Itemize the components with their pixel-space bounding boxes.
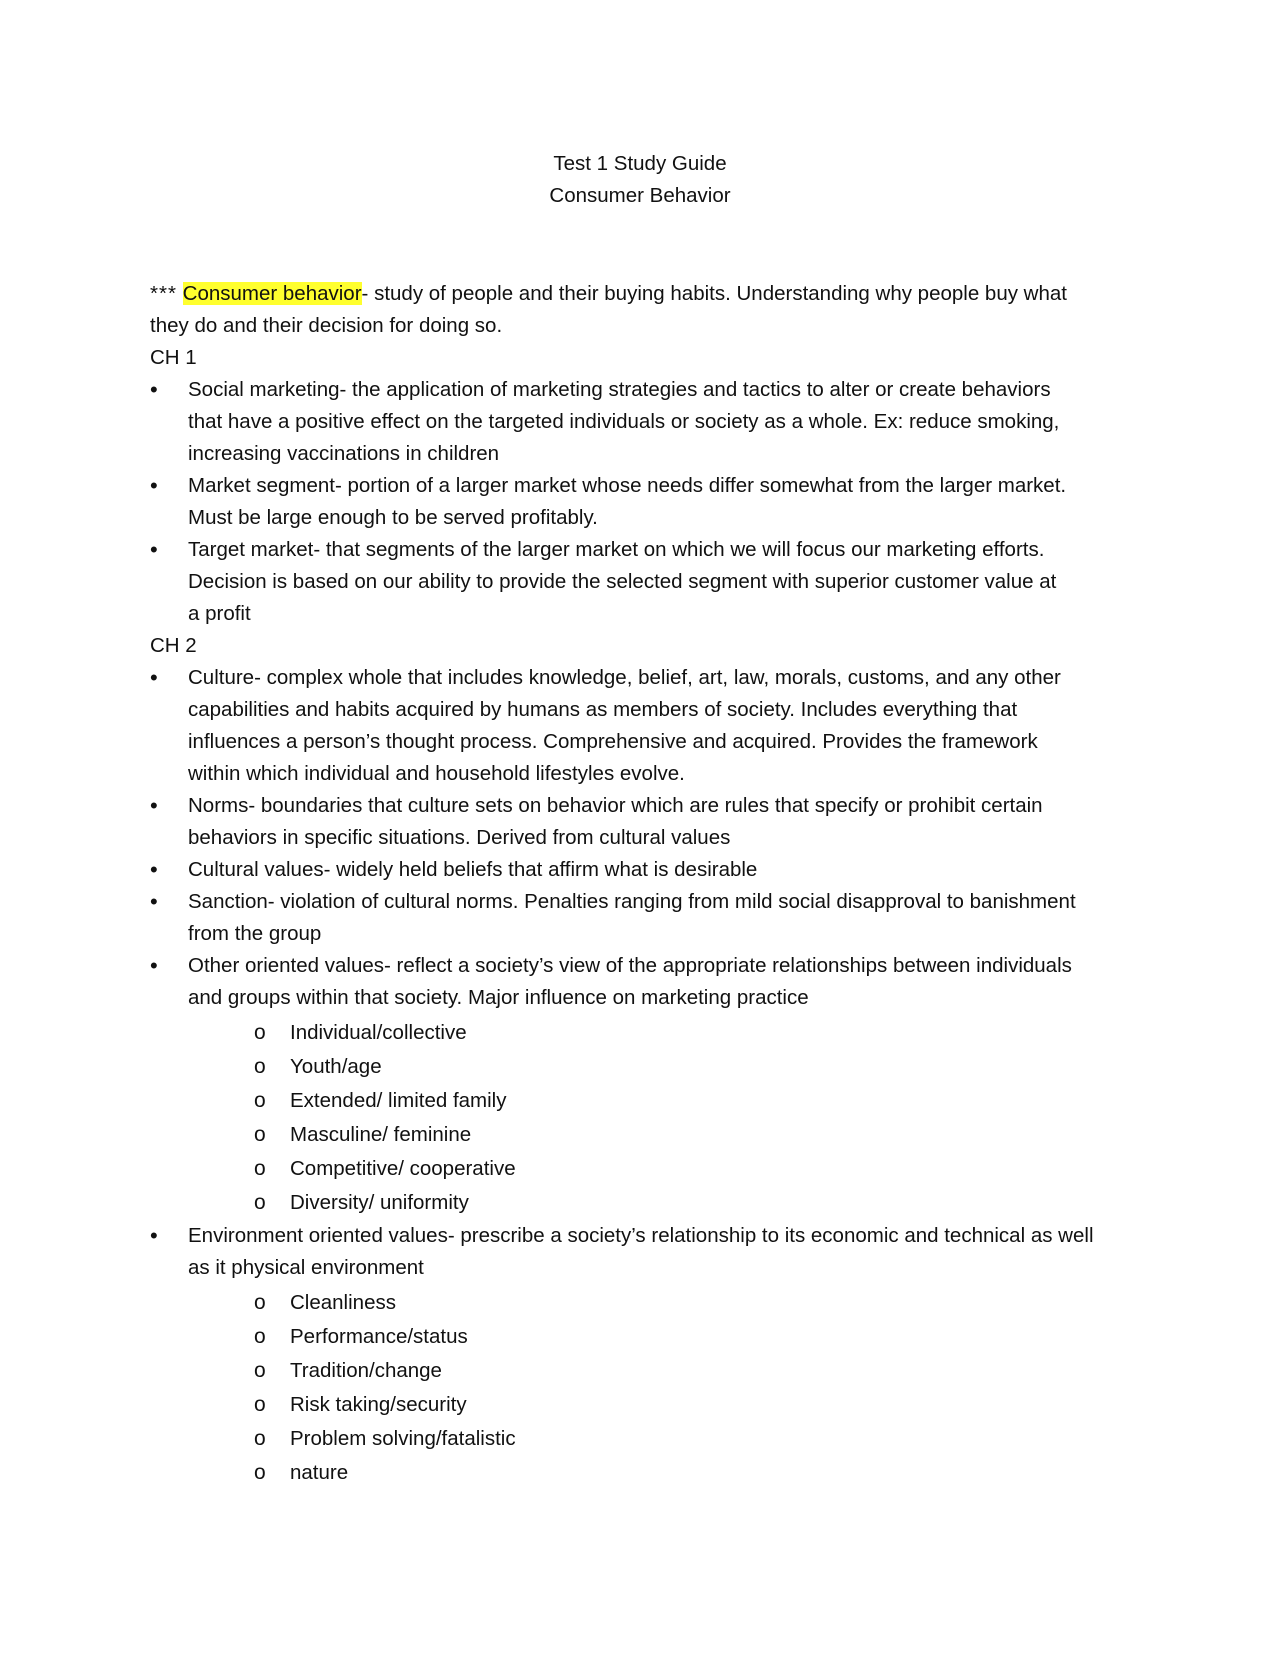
list-item	[150, 854, 1140, 886]
sublist-item: o Problem solving/fatalistic	[150, 1422, 1140, 1456]
bullet-icon: •	[150, 665, 158, 690]
bullet-icon: •	[150, 537, 158, 562]
bullet-icon: •	[150, 1223, 158, 1248]
intro-paragraph-line-1	[150, 278, 1140, 310]
bullet-icon: •	[150, 953, 158, 978]
title-block	[0, 148, 1280, 212]
list-item-line: Must be large enough to be served profitably.	[188, 506, 598, 529]
circle-bullet-icon: o	[254, 1393, 266, 1416]
sublist-item: o Competitive/ cooperative	[150, 1152, 1140, 1186]
bullet-icon: •	[150, 889, 158, 914]
sublist-item: o nature	[150, 1456, 1140, 1490]
sublist-item: o Diversity/ uniformity	[150, 1186, 1140, 1220]
list-item	[150, 470, 1140, 534]
list-item	[150, 374, 1140, 470]
sublist-item: o Masculine/ feminine	[150, 1118, 1140, 1152]
list-item-line: capabilities and habits acquired by humans as members of society. Includes everything that	[188, 698, 1018, 721]
list-item-line: Sanction- violation of cultural norms. Penalties ranging from mild social disapproval to banishment	[188, 890, 1076, 913]
circle-bullet-icon: o	[254, 1021, 266, 1044]
sublist-item: o Performance/status	[150, 1320, 1140, 1354]
list-item-line: Norms- boundaries that culture sets on behavior which are rules that specify or prohibit certain	[188, 794, 1043, 817]
circle-bullet-icon: o	[254, 1123, 266, 1146]
sublist-item: o Cleanliness	[150, 1286, 1140, 1320]
list-item-line: influences a person’s thought process. Comprehensive and acquired. Provides the framework	[188, 730, 1038, 753]
list-item-line: Decision is based on our ability to provide the selected segment with superior customer value at	[188, 570, 1057, 593]
list-item	[150, 534, 1140, 630]
intro-definition: - study of people and their buying habits. Understanding why people buy what	[361, 282, 1067, 305]
circle-bullet-icon: o	[254, 1055, 266, 1078]
circle-bullet-icon: o	[254, 1359, 266, 1382]
bullet-icon: •	[150, 793, 158, 818]
chapter-heading-1: CH 1	[150, 346, 197, 369]
stars-marker: ***	[150, 282, 177, 305]
list-item-line: Environment oriented values- prescribe a society’s relationship to its economic and technical as well	[188, 1224, 1094, 1247]
circle-bullet-icon: o	[254, 1461, 266, 1484]
sublist-item: o Risk taking/security	[150, 1388, 1140, 1422]
document-title: Test 1 Study Guide	[553, 152, 727, 175]
sublist-item: o Tradition/change	[150, 1354, 1140, 1388]
list-item-line: as it physical environment	[188, 1256, 424, 1279]
circle-bullet-icon: o	[254, 1325, 266, 1348]
circle-bullet-icon: o	[254, 1191, 266, 1214]
list-item-line: that have a positive effect on the targeted individuals or society as a whole. Ex: reduce smoking,	[188, 410, 1060, 433]
bullet-icon: •	[150, 857, 158, 882]
list-item	[150, 950, 1140, 1014]
list-item-line: from the group	[188, 922, 322, 945]
list-item-line: Market segment- portion of a larger market whose needs differ somewhat from the larger market.	[188, 474, 1067, 497]
circle-bullet-icon: o	[254, 1427, 266, 1450]
list-item	[150, 886, 1140, 950]
circle-bullet-icon: o	[254, 1291, 266, 1314]
list-item-line: Target market- that segments of the larger market on which we will focus our marketing efforts.	[188, 538, 1045, 561]
sublist-item: o Youth/age	[150, 1050, 1140, 1084]
list-item-line: Other oriented values- reflect a society’s view of the appropriate relationships between individuals	[188, 954, 1072, 977]
sublist-other-oriented-values	[150, 1016, 1140, 1220]
list-item-line: and groups within that society. Major influence on marketing practice	[188, 986, 809, 1009]
list-item	[150, 1220, 1140, 1284]
list-item-line: Culture- complex whole that includes knowledge, belief, art, law, morals, customs, and any other	[188, 666, 1061, 689]
list-item-line: a profit	[188, 602, 251, 625]
document-body	[150, 278, 1140, 1490]
list-item-line: within which individual and household lifestyles evolve.	[188, 762, 685, 785]
chapter-heading-2: CH 2	[150, 634, 197, 657]
list-item-line: increasing vaccinations in children	[188, 442, 500, 465]
bullet-icon: •	[150, 377, 158, 402]
list-item	[150, 790, 1140, 854]
circle-bullet-icon: o	[254, 1157, 266, 1180]
sublist-item: o Individual/collective	[150, 1016, 1140, 1050]
document-subtitle: Consumer Behavior	[549, 184, 731, 207]
highlighted-term: Consumer behavior	[182, 282, 362, 305]
list-item-line: behaviors in specific situations. Derived from cultural values	[188, 826, 731, 849]
bullet-icon: •	[150, 473, 158, 498]
list-item-line: Cultural values- widely held beliefs that affirm what is desirable	[188, 858, 758, 881]
list-item-line: Social marketing- the application of marketing strategies and tactics to alter or create behaviors	[188, 378, 1051, 401]
list-item	[150, 662, 1140, 790]
sublist-item: o Extended/ limited family	[150, 1084, 1140, 1118]
intro-paragraph-line-2: they do and their decision for doing so.	[150, 314, 503, 337]
circle-bullet-icon: o	[254, 1089, 266, 1112]
sublist-environment-oriented-values	[150, 1286, 1140, 1490]
